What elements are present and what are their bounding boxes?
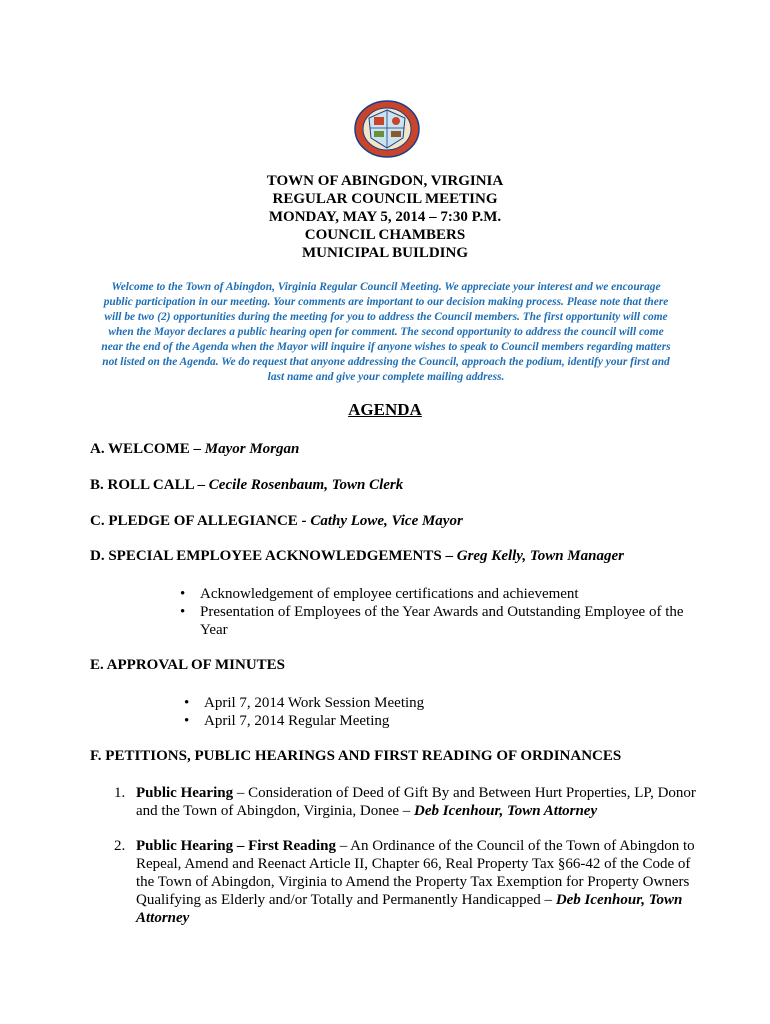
list-item [178,603,718,639]
item-presenter: Greg Kelly, Town Manager [456,548,624,564]
minutes-bullets [182,694,582,730]
item-heading: Public Hearing – First Reading [136,838,336,854]
item-presenter: Attorney [136,910,190,926]
bullet-text: Acknowledgement of employee certifications and achievement [200,586,579,602]
welcome-line: will be two (2) opportunities during the meeting for you to address the Council members. The first opportunity will come [104,311,668,323]
list-item [182,694,582,712]
item-text: and the Town of Abingdon, Virginia, Donee – [136,803,415,819]
agenda-item-minutes [90,657,285,674]
welcome-line: Welcome to the Town of Abingdon, Virginia Regular Council Meeting. We appreciate your interest and we encourage [111,281,661,293]
item-presenter: Cathy Lowe, Vice Mayor [310,513,463,529]
ordinance-item-1 [114,784,714,820]
item-label: D. SPECIAL EMPLOYEE ACKNOWLEDGEMENTS – [90,548,457,564]
item-text: – Consideration of Deed of Gift By and Between Hurt Properties, LP, Donor [233,785,696,801]
welcome-line: not listed on the Agenda. We do request that anyone addressing the Council, approach the podium, identify your first and [102,356,670,368]
header-meeting-type: REGULAR COUNCIL MEETING [272,191,498,207]
bullet-text: April 7, 2014 Work Session Meeting [204,695,425,711]
bullet-icon: • [180,586,186,602]
item-presenter: Deb Icenhour, Town Attorney [414,803,598,819]
item-presenter: Mayor Morgan [204,441,300,457]
welcome-paragraph [64,280,708,385]
town-seal-icon [353,100,421,158]
bullet-icon: • [184,713,190,729]
item-label: A. WELCOME – [90,441,205,457]
agenda-item-roll-call [90,477,403,494]
item-number: 2. [114,838,126,854]
item-label: B. ROLL CALL – [90,477,209,493]
agenda-item-pledge [90,513,463,530]
list-item [182,712,582,730]
item-text: Qualifying as Elderly and/or Totally and Permanently Handicapped – [136,892,556,908]
item-presenter: Deb Icenhour, Town [555,892,683,908]
item-text: Repeal, Amend and Reenact Article II, Chapter 66, Real Property Tax §66-42 of the Code of [136,856,691,872]
bullet-text: Presentation of Employees of the Year Awards and Outstanding Employee of the [200,604,684,620]
header-date-time: MONDAY, MAY 5, 2014 – 7:30 P.M. [268,209,502,225]
item-text: the Town of Abingdon, Virginia to Amend the Property Tax Exemption for Property Owners [136,874,690,890]
item-presenter: Cecile Rosenbaum, Town Clerk [208,477,404,493]
bullet-icon: • [180,604,186,620]
item-label: E. APPROVAL OF MINUTES [90,657,286,673]
header-town: TOWN OF ABINGDON, VIRGINIA [266,173,504,189]
header-location: COUNCIL CHAMBERS [304,227,466,243]
list-item [178,585,718,603]
ordinance-item-2 [114,837,714,927]
agenda-item-acknowledgements [90,548,624,565]
item-label: C. PLEDGE OF ALLEGIANCE - [90,513,311,529]
bullet-text: April 7, 2014 Regular Meeting [204,713,390,729]
item-text: – An Ordinance of the Council of the Town of Abingdon to [336,838,695,854]
header-building: MUNICIPAL BUILDING [302,245,468,261]
acknowledgement-bullets [178,585,718,639]
item-heading: Public Hearing [136,785,234,801]
welcome-line: last name and give your complete mailing address. [267,371,505,383]
welcome-line: public participation in our meeting. Your comments are important to our decision making process. Please note that there [103,296,669,308]
meeting-header [0,172,770,262]
item-label: F. PETITIONS, PUBLIC HEARINGS AND FIRST READING OF ORDINANCES [90,748,622,764]
agenda-item-welcome [90,441,299,458]
welcome-line: near the end of the Agenda when the Mayor will inquire if anyone wishes to speak to Council members regarding matters [101,341,671,353]
item-number: 1. [114,785,126,801]
welcome-line: when the Mayor declares a public hearing open for comment. The second opportunity to address the council will come [108,326,664,338]
bullet-icon: • [184,695,190,711]
agenda-item-petitions [90,748,621,765]
agenda-heading: AGENDA [348,400,422,419]
bullet-text: Year [200,622,228,638]
